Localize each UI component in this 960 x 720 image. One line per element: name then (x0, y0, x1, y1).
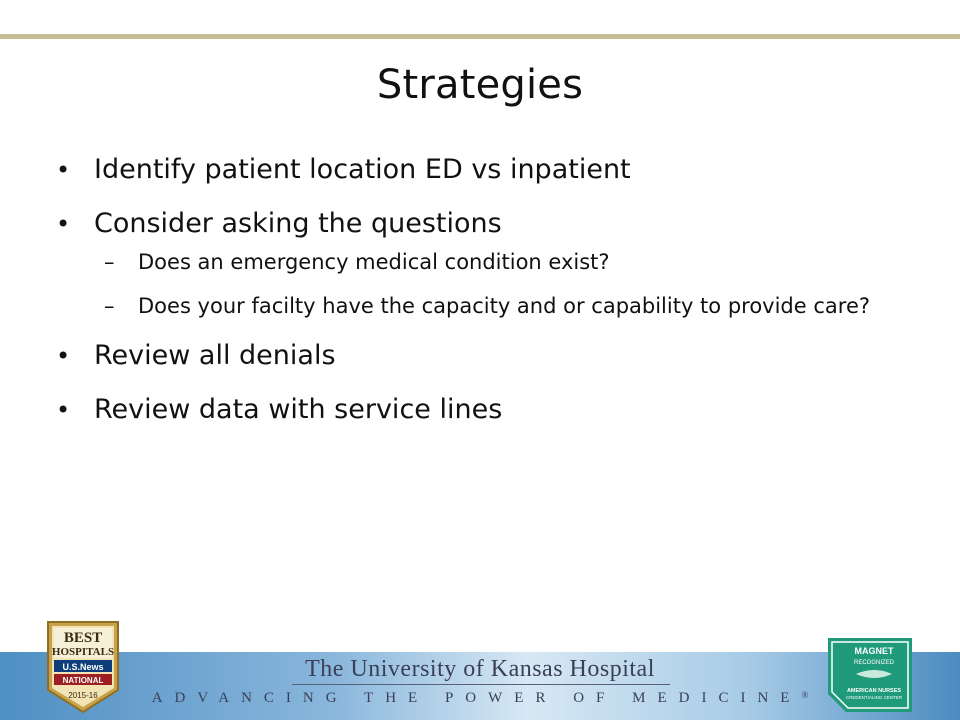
trademark-mark: ® (801, 690, 809, 700)
svg-text:BEST: BEST (63, 630, 103, 646)
svg-text:MAGNET: MAGNET (854, 646, 894, 656)
institution-name: The University of Kansas Hospital (305, 656, 655, 682)
svg-text:HOSPITALS: HOSPITALS (51, 646, 115, 658)
svg-text:2015-16: 2015-16 (68, 691, 98, 700)
magnet-recognized-logo (826, 636, 914, 714)
svg-text:RECOGNIZED: RECOGNIZED (853, 660, 895, 666)
bullet-mark: • (56, 342, 71, 370)
sub-bullet-item (94, 246, 916, 278)
svg-text:U.S.News: U.S.News (62, 662, 104, 672)
tagline-text: ADVANCING THE POWER OF MEDICINE (151, 690, 802, 706)
sub-bullet-text: Does your facilty have the capacity and or capability to provide care? (138, 294, 871, 318)
svg-text:CREDENTIALING CENTER: CREDENTIALING CENTER (845, 695, 903, 700)
sub-bullet-list (94, 246, 916, 322)
bullet-text: Identify patient location ED vs inpatient (94, 154, 631, 185)
bullet-text: Review all denials (94, 340, 336, 371)
svg-text:NATIONAL: NATIONAL (62, 676, 104, 685)
footer-institution (0, 656, 960, 683)
footer-divider (292, 684, 670, 685)
bullet-item (56, 150, 916, 190)
bullet-mark: • (56, 156, 71, 184)
bullet-mark: • (56, 210, 71, 238)
bullet-mark: • (56, 396, 71, 424)
bullet-item (56, 390, 916, 430)
bullet-text: Consider asking the questions (94, 208, 502, 239)
bullet-list (56, 150, 916, 444)
bullet-item (56, 336, 916, 376)
top-rule (0, 34, 960, 39)
sub-bullet-mark: – (104, 250, 115, 274)
bullet-text: Review data with service lines (94, 394, 503, 425)
sub-bullet-mark: – (104, 294, 115, 318)
slide-title: Strategies (376, 62, 584, 108)
sub-bullet-text: Does an emergency medical condition exist? (138, 250, 610, 274)
best-hospitals-logo (40, 620, 126, 714)
svg-text:AMERICAN NURSES: AMERICAN NURSES (846, 688, 902, 694)
footer-tagline (0, 690, 960, 707)
bullet-item (56, 204, 916, 322)
sub-bullet-item (94, 290, 916, 322)
